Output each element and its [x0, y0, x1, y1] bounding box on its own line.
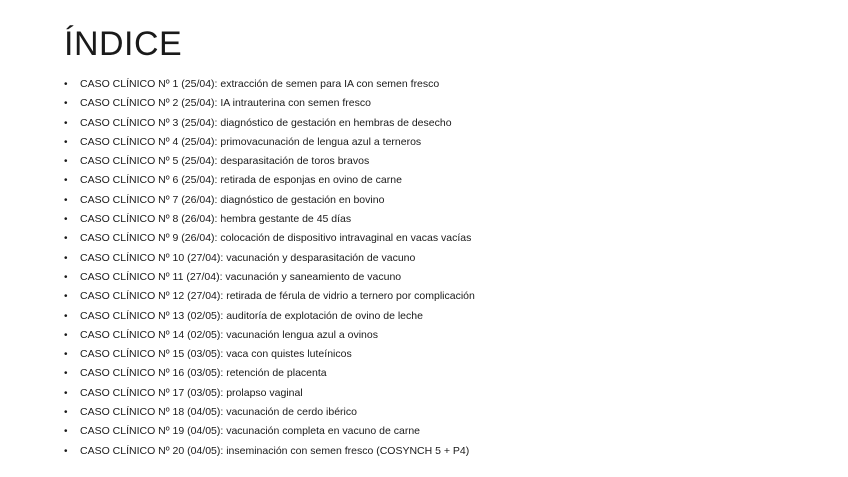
list-item — [64, 326, 475, 345]
index-list — [64, 75, 475, 461]
list-item-text: CASO CLÍNICO Nº 9 (26/04): colocación de dispositivo intravaginal en vacas vacías — [80, 232, 472, 245]
list-item — [64, 94, 475, 113]
bullet-icon: • — [64, 387, 68, 399]
list-item-text: CASO CLÍNICO Nº 3 (25/04): diagnóstico de gestación en hembras de desecho — [80, 116, 452, 129]
bullet-icon: • — [64, 445, 68, 457]
bullet-icon: • — [64, 426, 68, 438]
bullet-icon: • — [64, 252, 68, 264]
bullet-icon: • — [64, 79, 68, 90]
list-item — [64, 442, 475, 461]
list-item-text: CASO CLÍNICO Nº 16 (03/05): retención de placenta — [80, 367, 327, 380]
bullet-icon: • — [64, 214, 68, 226]
list-item — [64, 249, 475, 268]
bullet-icon: • — [64, 98, 68, 110]
list-item — [64, 268, 475, 287]
list-item-text: CASO CLÍNICO Nº 10 (27/04): vacunación y desparasitación de vacuno — [80, 251, 416, 264]
bullet-icon: • — [64, 368, 68, 380]
list-item-text: CASO CLÍNICO Nº 5 (25/04): desparasitación de toros bravos — [80, 155, 370, 168]
bullet-icon: • — [64, 329, 68, 341]
list-item — [64, 345, 475, 364]
list-item — [64, 287, 475, 306]
list-item-text: CASO CLÍNICO Nº 7 (26/04): diagnóstico de gestación en bovino — [80, 193, 385, 206]
list-item-text: CASO CLÍNICO Nº 17 (03/05): prolapso vaginal — [80, 386, 303, 399]
list-item — [64, 191, 475, 210]
list-item — [64, 364, 475, 383]
list-item-text: CASO CLÍNICO Nº 12 (27/04): retirada de férula de vidrio a ternero por complicación — [80, 290, 475, 303]
list-item — [64, 210, 475, 229]
bullet-icon: • — [64, 233, 68, 245]
bullet-icon: • — [64, 156, 68, 168]
list-item — [64, 229, 475, 248]
bullet-icon: • — [64, 194, 68, 206]
list-item — [64, 403, 475, 422]
list-item — [64, 422, 475, 441]
bullet-icon: • — [64, 175, 68, 187]
list-item-text: CASO CLÍNICO Nº 4 (25/04): primovacunación de lengua azul a terneros — [80, 135, 422, 148]
bullet-icon: • — [64, 310, 68, 322]
list-item-text: CASO CLÍNICO Nº 18 (04/05): vacunación de cerdo ibérico — [80, 406, 357, 419]
bullet-icon: • — [64, 136, 68, 148]
list-item-text: CASO CLÍNICO Nº 11 (27/04): vacunación y saneamiento de vacuno — [80, 270, 402, 283]
list-item — [64, 75, 475, 94]
page-title: ÍNDICE — [64, 25, 183, 63]
bullet-icon: • — [64, 349, 68, 361]
list-item-text: CASO CLÍNICO Nº 13 (02/05): auditoría de explotación de ovino de leche — [80, 309, 423, 322]
bullet-icon: • — [64, 271, 68, 283]
bullet-icon: • — [64, 407, 68, 419]
list-item — [64, 114, 475, 133]
list-item — [64, 133, 475, 152]
list-item-text: CASO CLÍNICO Nº 2 (25/04): IA intrauterina con semen fresco — [80, 97, 371, 110]
list-item-text: CASO CLÍNICO Nº 20 (04/05): inseminación con semen fresco (COSYNCH 5 + P4) — [80, 444, 470, 457]
bullet-icon: • — [64, 291, 68, 303]
list-item-text: CASO CLÍNICO Nº 19 (04/05): vacunación completa en vacuno de carne — [80, 425, 421, 438]
list-item — [64, 307, 475, 326]
list-item-text: CASO CLÍNICO Nº 1 (25/04): extracción de semen para IA con semen fresco — [80, 78, 440, 90]
bullet-icon: • — [64, 117, 68, 129]
list-item — [64, 171, 475, 190]
list-item-text: CASO CLÍNICO Nº 8 (26/04): hembra gestante de 45 días — [80, 213, 352, 226]
list-item-text: CASO CLÍNICO Nº 14 (02/05): vacunación lengua azul a ovinos — [80, 328, 378, 341]
list-item — [64, 152, 475, 171]
list-item — [64, 384, 475, 403]
list-item-text: CASO CLÍNICO Nº 6 (25/04): retirada de esponjas en ovino de carne — [80, 174, 402, 187]
list-item-text: CASO CLÍNICO Nº 15 (03/05): vaca con quistes luteínicos — [80, 348, 352, 361]
